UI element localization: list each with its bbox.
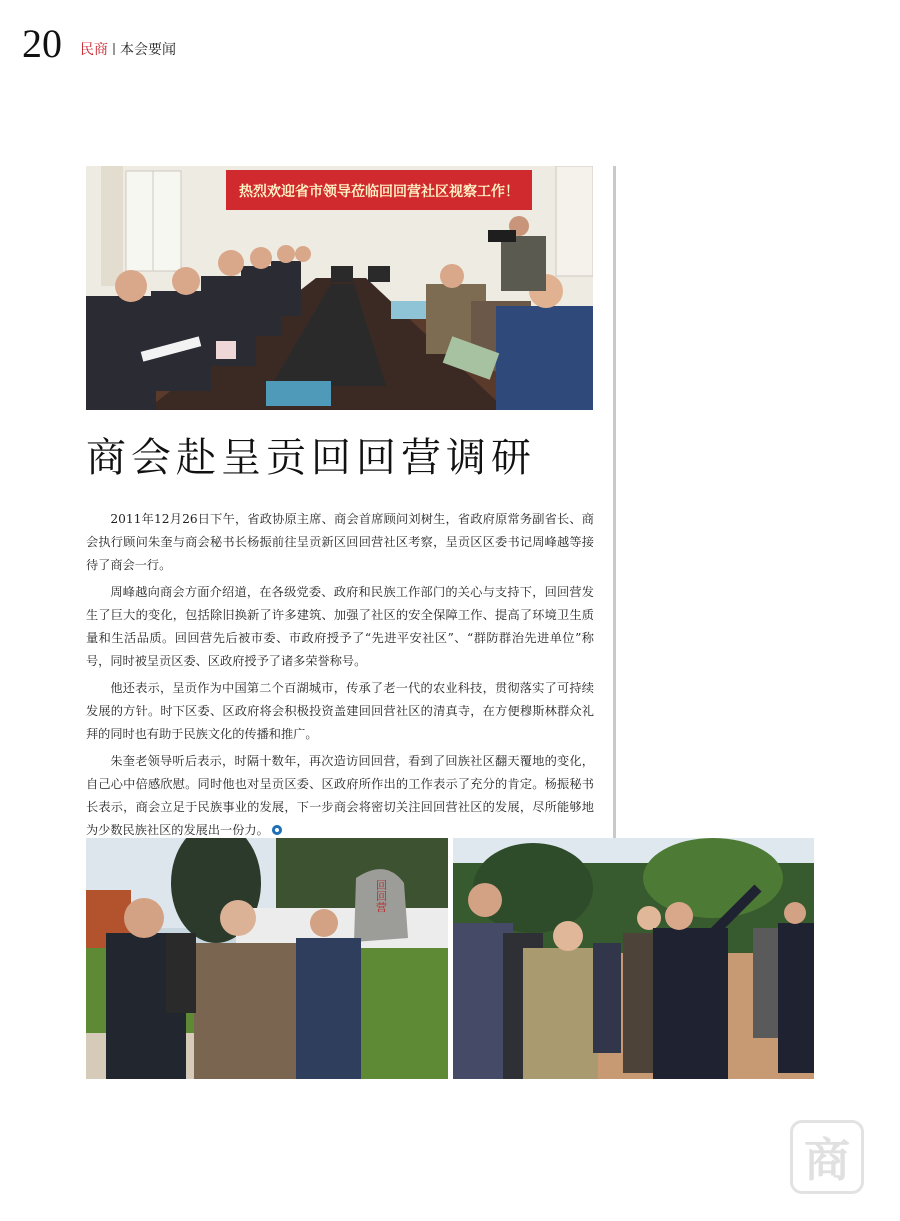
- magazine-brand: 民商: [80, 42, 108, 58]
- article-paragraph: 2011年12月26日下午，省政协原主席、商会首席顾问刘树生，省政府原常务副省长、商会执行顾问朱奎与商会秘书长杨振前往呈贡新区回回营社区考察，呈贡区区委书记周峰越等接待了商会一行。: [86, 512, 594, 572]
- magazine-logo: 商: [790, 1120, 864, 1194]
- article-paragraph-text: 朱奎老领导听后表示，时隔十数年，再次造访回回营，看到了回族社区翻天覆地的变化，自己心中倍感欣慰。同时他也对呈贡区委、区政府所作出的工作表示了充分的肯定。杨振秘书长表示，商会立足于民族事业的发展，下一步商会将密切关注回回营社区的发展，尽所能够地为少数民族社区的发展出一份力。: [86, 754, 594, 837]
- outdoor-photo-left: [86, 838, 448, 1079]
- article-paragraph: 他还表示，呈贡作为中国第二个百湖城市，传承了老一代的农业科技，贯彻落实了可持续发展的方针。时下区委、区政府将会积极投资盖建回回营社区的清真寺，在方便穆斯林群众礼拜的同时也有助于民族文化的传播和推广。: [86, 681, 594, 741]
- end-mark-icon: [272, 825, 282, 835]
- stone-inscription: 回回营: [374, 879, 388, 913]
- meeting-photo: [86, 166, 593, 410]
- section-name: 本会要闻: [120, 42, 176, 58]
- article-paragraph: 周峰越向商会方面介绍道，在各级党委、政府和民族工作部门的关心与支持下，回回营发生了巨大的变化，包括除旧换新了许多建筑、加强了社区的安全保障工作、提高了环境卫生质量和生活品质。回回营先后被市委、市政府授予了“先进平安社区”、“群防群治先进单位”称号，同时被呈贡区委、区政府授予了诸多荣誉称号。: [86, 585, 594, 668]
- page-number: 20: [22, 21, 62, 66]
- article-body: [86, 508, 594, 846]
- welcome-banner-text: 热烈欢迎省市领导莅临回回营社区视察工作！: [239, 184, 519, 200]
- running-head: [80, 42, 176, 58]
- article-paragraph: [86, 750, 594, 842]
- outdoor-photo-right: [453, 838, 814, 1079]
- column-rule: [613, 166, 616, 838]
- divider: [113, 43, 115, 55]
- article-headline: 商会赴呈贡回回营调研: [86, 435, 536, 481]
